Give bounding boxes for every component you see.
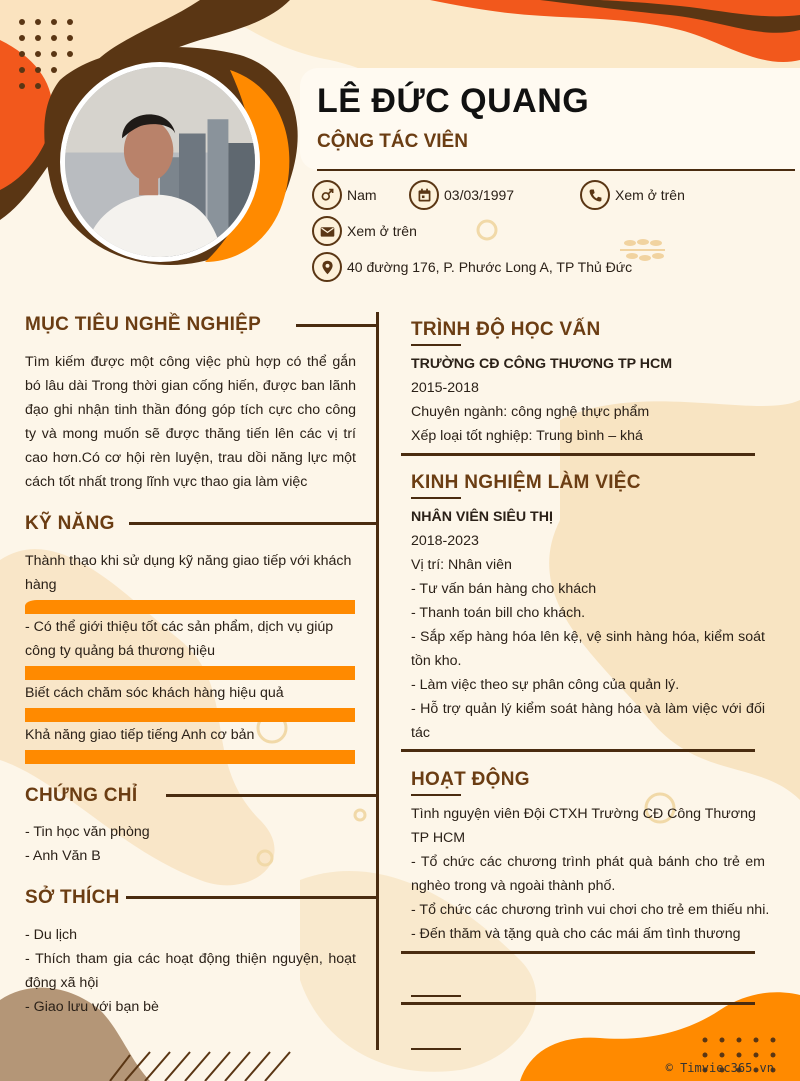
objective-title: MỤC TIÊU NGHỀ NGHIỆP [25,314,262,335]
empty-section-underline-2 [411,1048,461,1050]
activity-item-1: Tình nguyện viên Đội CTXH Trường CĐ Công Thương TP HCM [411,806,756,846]
certificate-item-1: - Tin học văn phòng [25,824,150,840]
location-icon-badge [312,252,342,282]
experience-underline [411,497,461,499]
activity-item-3: - Tổ chức các chương trình vui chơi cho trẻ em thiếu nhi. [411,902,770,918]
certificates-title: CHỨNG CHỈ [25,785,138,806]
activity-item-4: - Đến thăm và tặng quà cho các mái ấm tình thương [411,926,741,942]
mail-icon [319,223,336,240]
calendar-icon-badge [409,180,439,210]
profile-photo [60,62,260,262]
certificates-title-rule [166,794,376,797]
phone-icon [587,187,604,204]
education-bottom-rule [401,453,755,456]
experience-item-1: - Tư vấn bán hàng cho khách [411,581,597,597]
candidate-name: LÊ ĐỨC QUANG [317,82,590,120]
education-title: TRÌNH ĐỘ HỌC VẤN [411,319,601,340]
experience-position: Vị trí: Nhân viên [411,557,512,573]
objective-title-rule [296,324,376,327]
skill-item-3: Biết cách chăm sóc khách hàng hiệu quả [25,685,284,701]
education-period: 2015-2018 [411,380,479,396]
education-major: Chuyên ngành: công nghệ thực phẩm [411,404,650,420]
skill-bar-1 [25,600,355,614]
hobby-item-1: - Du lịch [25,927,78,943]
header-divider [317,169,795,171]
watermark: © Timviec365.vn [665,1061,774,1075]
gender-icon [319,187,336,204]
person-photo-icon [65,67,255,257]
skill-bar-3 [25,708,355,722]
column-divider [376,312,379,1050]
hobbies-title: SỞ THÍCH [25,887,120,908]
skill-item-2: - Có thể giới thiệu tốt các sản phẩm, dịch vụ giúp công ty quảng bá thương hiệu [25,619,334,659]
skills-title-rule [129,522,376,525]
experience-job: NHÂN VIÊN SIÊU THỊ [411,509,553,525]
experience-item-3: - Sắp xếp hàng hóa lên kệ, vệ sinh hàng hóa, kiểm soát tồn kho. [411,629,765,669]
candidate-role: CỘNG TÁC VIÊN [317,131,468,152]
phone-value: Xem ở trên [615,187,685,203]
experience-bottom-rule [401,749,755,752]
phone-icon-badge [580,180,610,210]
mail-icon-badge [312,216,342,246]
skill-bar-2 [25,666,355,680]
education-school: TRƯỜNG CĐ CÔNG THƯƠNG TP HCM [411,356,673,372]
skill-item-1: Thành thạo khi sử dụng kỹ năng giao tiếp với khách hàng [25,553,352,593]
education-underline [411,344,461,346]
gender-value: Nam [347,187,377,203]
skill-bar-4 [25,750,355,764]
hobby-item-2: - Thích tham gia các hoạt động thiện nguyện, hoạt động xã hội [25,951,356,991]
experience-title: KINH NGHIỆM LÀM VIỆC [411,472,641,493]
experience-period: 2018-2023 [411,533,479,549]
location-icon [319,259,336,276]
birthday-value: 03/03/1997 [444,187,515,203]
activities-title: HOẠT ĐỘNG [411,769,530,790]
empty-section-rule [401,1002,755,1005]
activities-underline [411,794,461,796]
address-value: 40 đường 176, P. Phước Long A, TP Thủ Đức [347,259,633,275]
empty-section-underline [411,995,461,997]
email-value: Xem ở trên [347,223,417,239]
skills-title: KỸ NĂNG [25,513,115,534]
hobbies-title-rule [126,896,376,899]
experience-item-5: - Hỗ trợ quản lý kiểm soát hàng hóa và làm việc với đối tác [411,701,765,741]
experience-item-4: - Làm việc theo sự phân công của quản lý. [411,677,680,693]
activities-bottom-rule [401,951,755,954]
gender-icon-badge [312,180,342,210]
objective-text: Tìm kiếm được một công việc phù hợp có thể gắn bó lâu dài Trong thời gian cống hiến, được ban lãnh đạo ghi nhận tinh thần đóng góp tích cực cho công ty và mong muốn sẽ được thăng tiến lên các vị trí cao hơn.Có cơ hội rèn luyện, trau dồi năng lực một cách tốt nhất trong lĩnh vực thao gia làm việc [25,354,356,490]
calendar-icon [416,187,433,204]
hobby-item-3: - Giao lưu với bạn bè [25,999,159,1015]
activity-item-2: - Tổ chức các chương trình phát quà bánh cho trẻ em nghèo trong và ngoài thành phố. [411,854,765,894]
certificate-item-2: - Anh Văn B [25,848,101,864]
education-grade: Xếp loại tốt nghiệp: Trung bình – khá [411,428,643,444]
experience-item-2: - Thanh toán bill cho khách. [411,605,586,621]
skill-item-4: Khả năng giao tiếp tiếng Anh cơ bản [25,727,255,743]
